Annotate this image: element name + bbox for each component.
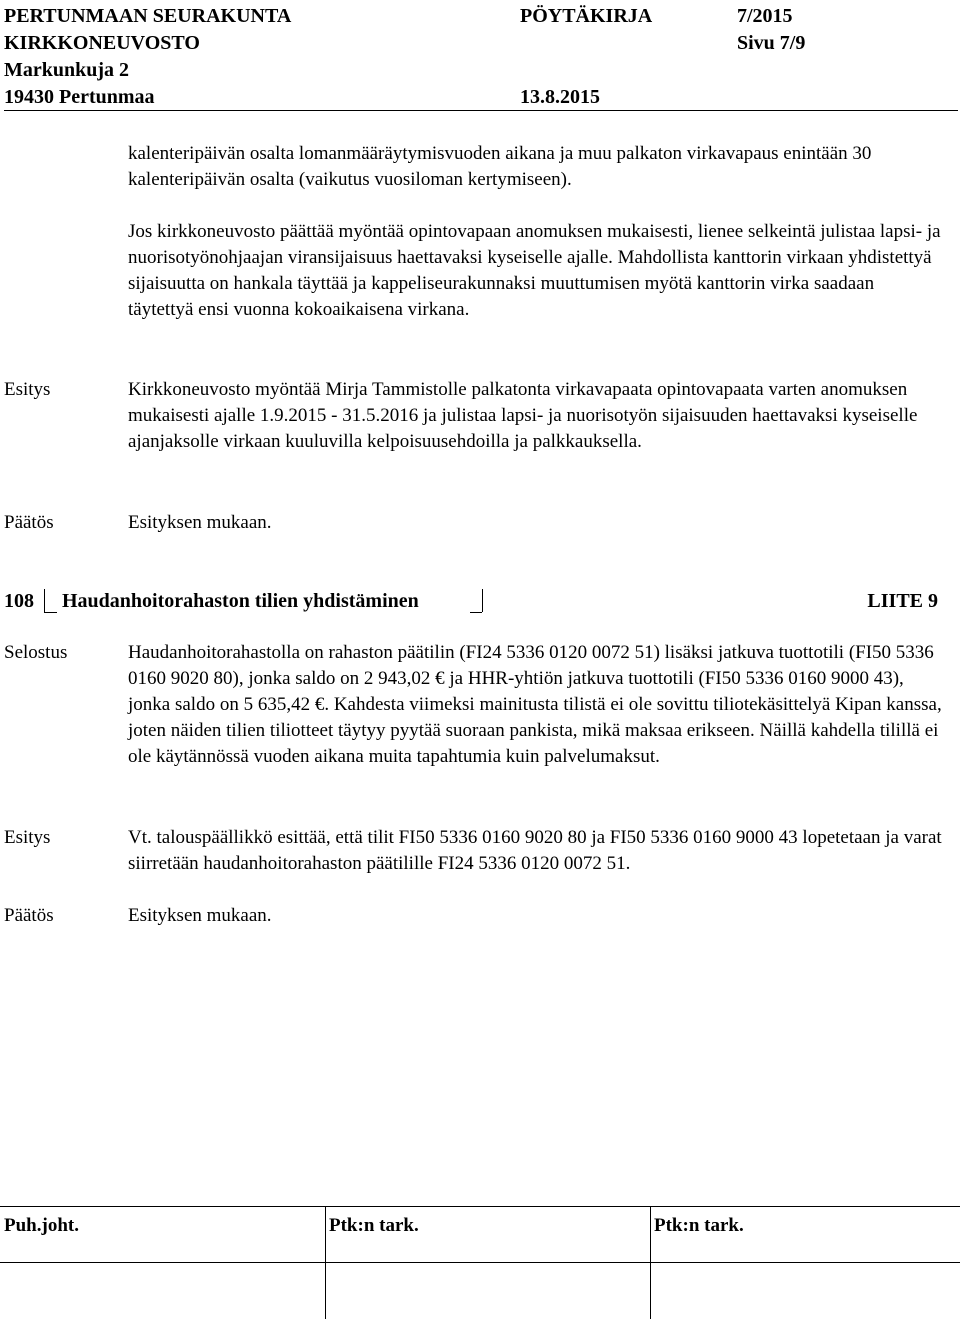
doc-type: PÖYTÄKIRJA bbox=[520, 5, 653, 27]
section-paatos-label: Päätös bbox=[4, 905, 54, 926]
checker-2-signature-label: Ptk:n tark. bbox=[654, 1215, 744, 1236]
heading-rule-left-tick bbox=[44, 589, 45, 612]
selostus-label: Selostus bbox=[4, 642, 68, 663]
section-paatos-text: Esityksen mukaan. bbox=[128, 905, 272, 926]
header-divider bbox=[4, 110, 958, 111]
signature-table-divider bbox=[0, 1262, 960, 1263]
chair-signature-label: Puh.joht. bbox=[4, 1215, 79, 1236]
meeting-date: 13.8.2015 bbox=[520, 86, 600, 108]
esitys-label: Esitys bbox=[4, 379, 51, 400]
body-name: KIRKKONEUVOSTO bbox=[4, 32, 200, 54]
page-number: Sivu 7/9 bbox=[737, 32, 806, 54]
heading-rule-right-tick bbox=[482, 589, 483, 612]
continuation-paragraph-1: kalenteripäivän osalta lomanmääräytymisvuoden aikana ja muu palkaton virkavapaus enintään 30 kalenteripäivän osalta (vaikutus vuosiloman kertymiseen). bbox=[128, 143, 872, 190]
checker-1-signature-label: Ptk:n tark. bbox=[329, 1215, 419, 1236]
esitys-text: Kirkkoneuvosto myöntää Mirja Tammistolle palkatonta virkavapaata opintovapaata varten anomuksen mukaisesti ajalle 1.9.2015 - 31.5.2016 ja julistaa lapsi- ja nuorisotyön sijaisuuden haettavaksi kyseiselle ajanjaksolle virkaan kuuluvilla kelpoisuusehdoilla ja palkkauksella. bbox=[128, 379, 918, 452]
section-esitys-label: Esitys bbox=[4, 827, 51, 848]
heading-rule-left bbox=[44, 612, 57, 613]
section-number: 108 bbox=[4, 590, 34, 612]
heading-rule-right bbox=[470, 612, 482, 613]
paatos-label: Päätös bbox=[4, 512, 54, 533]
meeting-number: 7/2015 bbox=[737, 5, 793, 27]
postal-address: 19430 Pertunmaa bbox=[4, 86, 155, 108]
signature-table bbox=[0, 1206, 960, 1319]
section-heading bbox=[4, 588, 938, 614]
attachment-ref: LIITE 9 bbox=[867, 590, 938, 612]
section-esitys-text: Vt. talouspäällikkö esittää, että tilit FI50 5336 0160 9020 80 ja FI50 5336 0160 9000 43 lopetetaan ja varat siirretään haudanhoitorahaston päätilille FI24 5336 0120 0072 51. bbox=[128, 827, 942, 874]
continuation-paragraph-2: Jos kirkkoneuvosto päättää myöntää opintovapaan anomuksen mukaisesti, lienee selkeintä julistaa lapsi- ja nuorisotyönohjaajan viransijaisuus haettavaksi kyseiselle ajalle. Mahdollista kanttorin virkaan yhdistettyä sijaisuutta on hankala täyttää ja kappeliseurakunnaksi muuttumisen myötä kanttorin virka saadaan täytettyä ensi vuonna kokoaikaisena virkana. bbox=[128, 221, 941, 320]
signature-column-divider-1 bbox=[325, 1206, 326, 1319]
org-name: PERTUNMAAN SEURAKUNTA bbox=[4, 5, 292, 27]
street-address: Markunkuja 2 bbox=[4, 59, 130, 81]
section-title: Haudanhoitorahaston tilien yhdistäminen bbox=[62, 590, 419, 612]
signature-table-top-border bbox=[0, 1206, 960, 1207]
signature-column-divider-2 bbox=[650, 1206, 651, 1319]
paatos-text: Esityksen mukaan. bbox=[128, 512, 272, 533]
selostus-text: Haudanhoitorahastolla on rahaston päätilin (FI24 5336 0120 0072 51) lisäksi jatkuva tuottotili (FI50 5336 0160 9020 80), jonka saldo on 2 943,02 € ja HHR-yhtiön jatkuva tuottotili (FI50 5336 0160 9000 43), jonka saldo on 5 635,42 €. Kahdesta viimeksi mainitusta tilistä ei ole sovittu tiliotekäsittelyä Kipan kanssa, joten näiden tilien tiliotteet täytyy pyytää suoraan pankista, mikä maksaa erikseen. Näillä kahdella tilillä ei ole käytännössä vuoden aikana muita tapahtumia kuin palvelumaksut. bbox=[128, 642, 942, 767]
